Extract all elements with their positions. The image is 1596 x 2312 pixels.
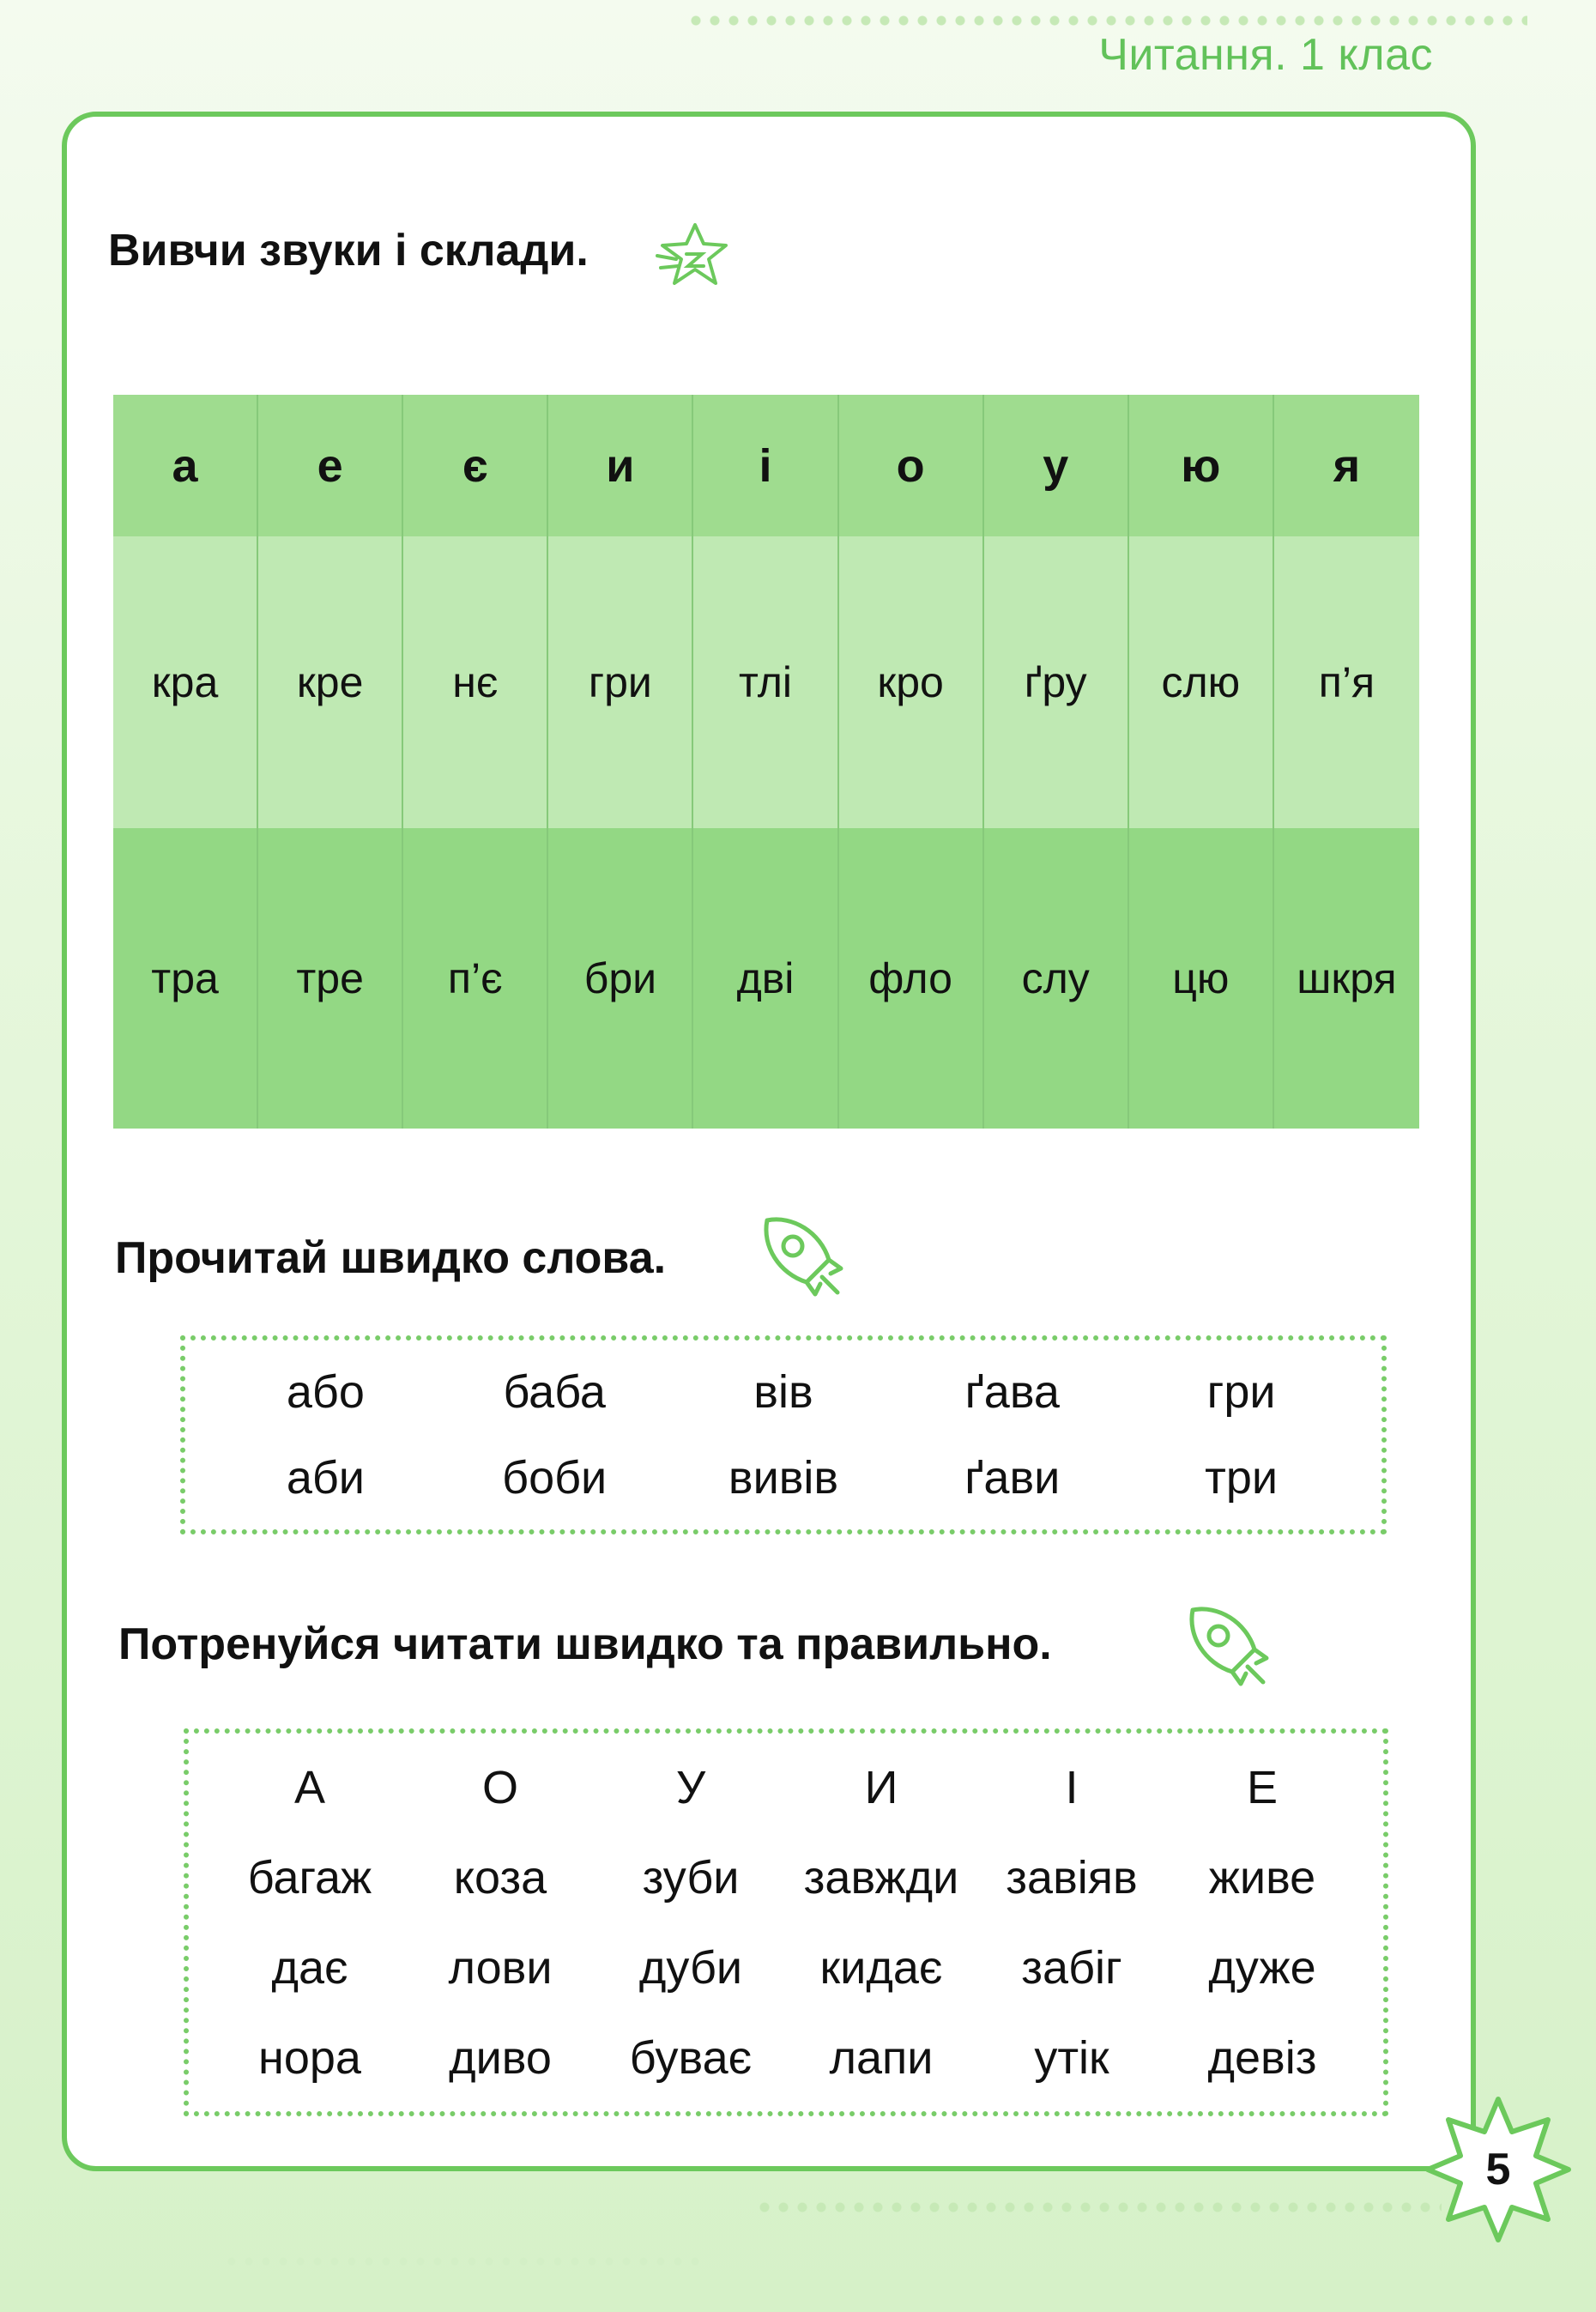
word: лови (448, 1941, 553, 1994)
word: вів (753, 1366, 813, 1418)
word: дуже (1208, 1941, 1316, 1994)
letter: І (1065, 1761, 1079, 1813)
table-cell: нє (403, 536, 548, 828)
table-header-cell: у (984, 395, 1129, 536)
table-cell: слю (1129, 536, 1274, 828)
table-cell: п’я (1274, 536, 1419, 828)
word: завжди (803, 1851, 959, 1903)
table-cell: дві (693, 828, 838, 1129)
word: девіз (1207, 2031, 1317, 2084)
decorative-dots-bottom-faint (223, 2257, 704, 2266)
decorative-dots-bottom (755, 2202, 1442, 2212)
word: багаж (247, 1851, 372, 1903)
table-cell: бри (548, 828, 693, 1129)
page-header-title: Читання. 1 клас (1098, 30, 1433, 80)
word: зуби (642, 1851, 740, 1903)
letter: Е (1246, 1761, 1279, 1813)
syllable-table (113, 395, 1419, 1129)
table-cell: цю (1129, 828, 1274, 1129)
word: завіяв (1006, 1851, 1138, 1903)
word: коза (453, 1851, 547, 1903)
words-box (180, 1335, 1387, 1534)
table-cell: тлі (693, 536, 838, 828)
word: гри (1206, 1366, 1276, 1418)
word: вивів (728, 1452, 839, 1504)
decorative-dots-top (686, 15, 1527, 26)
word: лапи (829, 2031, 934, 2084)
section1-heading: Вивчи звуки і склади. (108, 226, 589, 275)
letter: У (675, 1761, 706, 1813)
section2-heading: Прочитай швидко слова. (115, 1233, 667, 1283)
table-cell: тра (113, 828, 258, 1129)
word: ґава (964, 1366, 1060, 1418)
table-cell: фло (839, 828, 984, 1129)
word: ґави (964, 1452, 1061, 1504)
table-cell: кре (258, 536, 403, 828)
page-number: 5 (1485, 2145, 1511, 2194)
table-header-cell: і (693, 395, 838, 536)
table-header-cell: е (258, 395, 403, 536)
section3-heading: Потренуйся читати швидко та правильно. (118, 1619, 1052, 1669)
letter: О (481, 1761, 518, 1813)
word: баба (503, 1366, 606, 1418)
word: буває (629, 2031, 753, 2084)
table-header-cell: а (113, 395, 258, 536)
word: живе (1208, 1851, 1316, 1903)
table-cell: гри (548, 536, 693, 828)
word: кидає (819, 1941, 943, 1994)
word: аби (286, 1452, 365, 1504)
word: забіг (1021, 1941, 1122, 1994)
word: дуби (638, 1941, 743, 1994)
table-cell: слу (984, 828, 1129, 1129)
word: дає (271, 1941, 348, 1994)
word: боби (502, 1452, 608, 1504)
star-icon (654, 221, 733, 290)
table-header-cell: є (403, 395, 548, 536)
word: або (286, 1366, 365, 1418)
letter: И (864, 1761, 898, 1813)
word: три (1205, 1452, 1279, 1504)
word: диво (449, 2031, 552, 2084)
table-cell: кра (113, 536, 258, 828)
rocket-icon (755, 1208, 849, 1303)
table-header-cell: я (1274, 395, 1419, 536)
table-cell: тре (258, 828, 403, 1129)
practice-words-box (184, 1728, 1388, 2116)
letter: А (293, 1761, 326, 1813)
rocket-icon (1181, 1598, 1275, 1692)
table-cell: ґру (984, 536, 1129, 828)
table-cell: п’є (403, 828, 548, 1129)
table-cell: кро (839, 536, 984, 828)
table-cell: шкря (1274, 828, 1419, 1129)
table-header-cell: и (548, 395, 693, 536)
table-header-cell: о (839, 395, 984, 536)
table-header-cell: ю (1129, 395, 1274, 536)
word: нора (258, 2031, 361, 2084)
word: утік (1034, 2031, 1109, 2084)
